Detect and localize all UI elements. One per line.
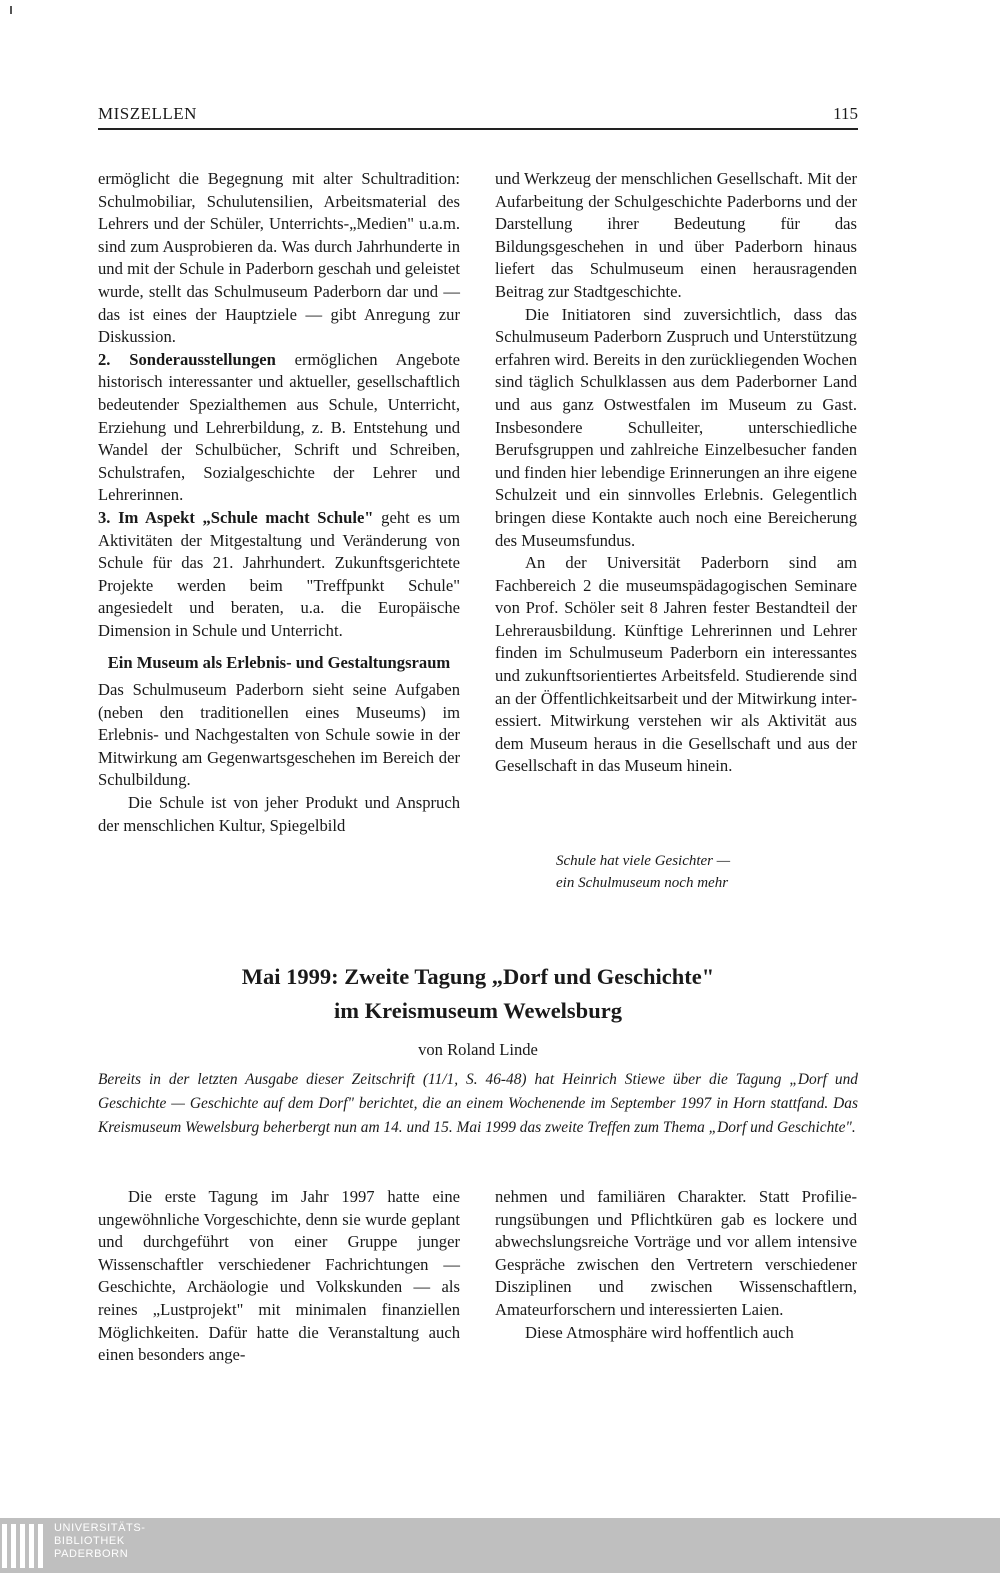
paragraph-lead: 2. Sonderausstellungen [98, 349, 276, 369]
numbered-paragraph-3 [98, 507, 460, 643]
motto-line: ein Schulmuseum noch mehr [556, 875, 729, 891]
title-line: im Kreismuseum Wewelsburg [334, 998, 622, 1023]
page-number: 115 [833, 104, 858, 123]
paragraph: Diese Atmosphäre wird hoffentlich auch [525, 1322, 794, 1342]
paragraph: Die erste Tagung im Jahr 1997 hatte eine ungewöhnliche Vorgeschichte, denn sie wurde geplant und durchgeführt von einer Gruppe junger Wissenschaftler verschiedener Fachrichtungen — Geschichte, Archäologie und Volkskunden — als reines „Lustprojekt" mit minimalen finanziellen Möglichkeiten. Dafür hatte die Veranstaltung auch einen besonders ange- [98, 1187, 460, 1365]
paragraph-text: ermöglichen Angebote historisch interessanter und aktueller, gesellschaftlich bedeutender Spezialthemen aus Schule, Unterricht, Erziehung und Lehrerbildung, z. B. Entstehung und Wandel der Schulbücher, Schrift und Schreiben, Schulstrafen, Sozialgeschichte der Lehrer und Lehrerinnen. [98, 349, 460, 505]
paragraph: An der Universität Paderborn sind am Fachbereich 2 die museumspädagogischen Seminare von Prof. Schöler seit 8 Jahren fester Bestandteil der Lehrerausbildung. Künftige Lehrerinnen und Lehrer finden im Schulmuseum Paderborn ein interessantes und zukunftsorientiertes Arbeitsfeld. Studierende sind an der Öffentlichkeitsarbeit und der Mitwirkung interessiert. Mitwirkung verstehen wir als Aktivität aus dem Museum heraus in die Gesellschaft und aus der Gesellschaft in das Museum hinein. [495, 553, 857, 776]
logo-line: UNIVERSITÄTS- [54, 1522, 146, 1534]
author-byline: von Roland Linde [418, 1040, 538, 1059]
article-intro: Bereits in der letzten Ausgabe dieser Zeitschrift (11/1, S. 46-48) hat Heinrich Stiewe über die Tagung „Dorf und Geschichte — Geschichte auf dem Dorf" berichtet, die an einem Wochenende im September 1997 in Horn stattfand. Das Kreismuseum Wewelsburg beherbergt nun am 14. und 15. Mai 1999 das zweite Treffen zum Thema „Dorf und Geschichte". [98, 1071, 858, 1136]
paragraph: Das Schulmuseum Paderborn sieht seine Aufgaben (neben den traditionellen eines Museums) im Erlebnis- und Nachgestalten von Schule sowie in der Mitwirkung am Gegenwartsgeschehen im Bereich der Schulbildung. [98, 680, 460, 790]
paragraph: und Werkzeug der menschlichen Gesellschaft. Mit der Aufarbeitung der Schulgeschichte Paderborns und der Darstellung ihrer Bedeutung für das Bildungsgeschehen in und über Paderborn hinaus liefert das Schulmuseum einen herausragenden Beitrag zur Stadtgeschichte. [495, 169, 857, 301]
left-column-lower [98, 1186, 460, 1367]
article-title [98, 960, 858, 1028]
closing-motto [556, 850, 856, 894]
paragraph: nehmen und familiären Charakter. Statt Profilierungsübungen und Pflichtküren gab es lockere und abwechslungsreiche Vorträge und vor allem intensive Gespräche zwischen den Vertretern verschiedener Disziplinen und zwischen Wissenschaftlern, Amateurforschern und interessierten Laien. [495, 1187, 857, 1319]
running-header [98, 104, 858, 130]
numbered-paragraph-2 [98, 349, 460, 507]
library-logo-text [54, 1522, 146, 1561]
paragraph-text: geht es um Aktivitäten der Mitgestaltung und Veränderung von Schule für das 21. Jahrhundert. Zukunftsgerichtete Projekte werden beim "Treffpunkt Schule" angesiedelt und beraten, u.a. die Europäische Dimension in Schule und Unterricht. [98, 507, 460, 640]
paragraph: ermöglicht die Begegnung mit alter Schultradition: Schulmobiliar, Schulutensilien, Arbeitsmaterial des Lehrers und der Schüler, Unterrichts-„Medien" u.a.m. sind zum Ausprobieren da. Was durch Jahrhunderte in und mit der Schule in Paderborn geschah und geleistet wurde, stellt das Schulmuseum Paderborn dar und — das ist eines der Hauptziele — gibt Anregung zur Diskussion. [98, 169, 460, 347]
paragraph-lead: 3. Im Aspekt „Schule macht Schule" [98, 507, 374, 527]
left-column-upper [98, 168, 460, 837]
section-subheading: Ein Museum als Erlebnis- und Gestaltungsraum [107, 653, 451, 673]
scan-edge-mark [10, 6, 12, 14]
right-column-lower [495, 1186, 857, 1344]
motto-line: Schule hat viele Gesichter — [556, 853, 731, 869]
paragraph: Die Initiatoren sind zuversichtlich, dass das Schulmuseum Paderborn Zuspruch und Unterstützung erfahren wird. Bereits in den zurückliegenden Wochen sind täglich Schulklassen aus dem Paderborner Land und aus ganz Ostwestfalen im Museum zu Gast. Insbesondere Schulleiter, unterschiedliche Berufsgruppen und zahlreiche Einzelbesucher fanden und finden hier lebendige Erinnerungen an ihre eigene Schulzeit und ein sinnvolles Erlebnis. Gelegentlich bringen diese Kontakte auch noch eine Bereicherung des Museumsfundus. [495, 304, 857, 550]
library-footer-band [0, 1518, 1000, 1573]
section-title: MISZELLEN [98, 104, 197, 123]
logo-line: PADERBORN [54, 1548, 129, 1560]
logo-line: BIBLIOTHEK [54, 1535, 125, 1547]
paragraph: Die Schule ist von jeher Produkt und Anspruch der menschlichen Kultur, Spiegelbild [98, 793, 460, 835]
title-line: Mai 1999: Zweite Tagung „Dorf und Geschichte" [241, 964, 715, 989]
library-logo-icon [2, 1524, 48, 1568]
right-column-upper [495, 168, 857, 778]
